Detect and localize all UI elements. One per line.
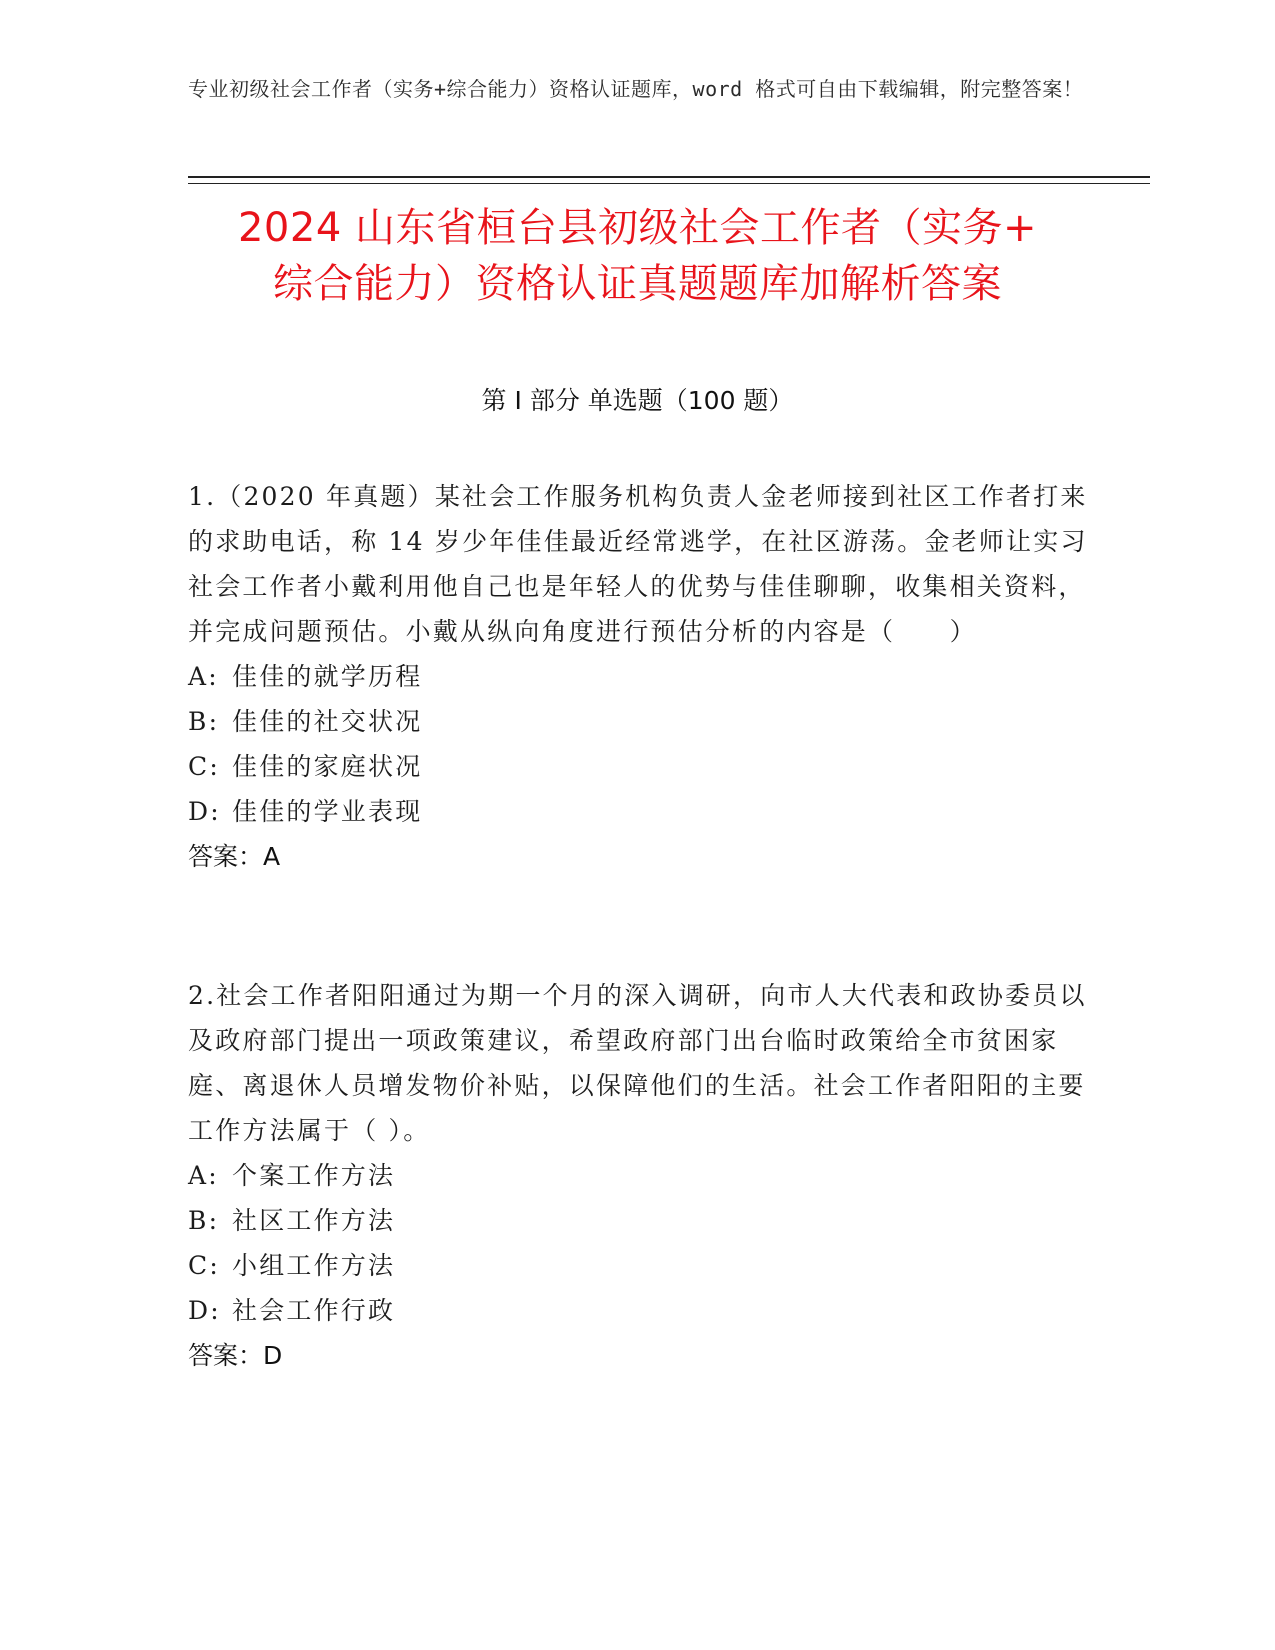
answer-line: 答案：A	[188, 842, 281, 871]
question-stem: 2.社会工作者阳阳通过为期一个月的深入调研，向市人大代表和政协委员以及政府部门提出一项政策建议，希望政府部门出台临时政策给全市贫困家庭、离退休人员增发物价补贴，以保障他们的生活。社会工作者阳阳的主要工作方法属于（ ）。	[188, 981, 1087, 1145]
question-1	[188, 474, 1088, 879]
document-title-line-1: 2024 山东省桓台县初级社会工作者（实务+	[237, 205, 1038, 251]
question-2	[188, 973, 1088, 1378]
option-text: 社区工作方法	[232, 1206, 396, 1235]
option-letter: C:	[188, 752, 220, 781]
header-divider-thin	[188, 183, 1150, 184]
option-letter: D:	[188, 1296, 221, 1325]
option-d	[188, 789, 1088, 834]
option-text: 佳佳的学业表现	[232, 797, 423, 826]
answer-line: 答案：D	[188, 1341, 283, 1370]
header-divider-thick	[188, 176, 1150, 178]
option-letter: B:	[188, 707, 220, 736]
option-c	[188, 744, 1088, 789]
document-title-line-2: 综合能力）资格认证真题题库加解析答案	[273, 261, 1002, 307]
option-letter: B:	[188, 1206, 220, 1235]
option-text: 个案工作方法	[232, 1161, 396, 1190]
option-text: 社会工作行政	[232, 1296, 396, 1325]
option-b	[188, 1198, 1088, 1243]
option-letter: D:	[188, 797, 221, 826]
question-stem: 1.（2020 年真题）某社会工作服务机构负责人金老师接到社区工作者打来的求助电话，称 14 岁少年佳佳最近经常逃学，在社区游荡。金老师让实习社会工作者小戴利用他自己也是年轻人的优势与佳佳聊聊，收集相关资料，并完成问题预估。小戴从纵向角度进行预估分析的内容是（ ）	[188, 482, 1088, 646]
option-a	[188, 654, 1088, 699]
option-b	[188, 699, 1088, 744]
option-text: 佳佳的就学历程	[232, 662, 423, 691]
option-text: 小组工作方法	[232, 1251, 396, 1280]
document-title	[150, 200, 1125, 312]
option-d	[188, 1288, 1088, 1333]
option-letter: A:	[188, 662, 219, 691]
option-c	[188, 1243, 1088, 1288]
option-a	[188, 1153, 1088, 1198]
section-heading: 第 I 部分 单选题（100 题）	[481, 386, 794, 415]
option-text: 佳佳的社交状况	[232, 707, 423, 736]
header-note: 专业初级社会工作者（实务+综合能力）资格认证题库，word 格式可自由下载编辑，附完整答案！	[188, 77, 1084, 101]
option-text: 佳佳的家庭状况	[232, 752, 423, 781]
option-letter: A:	[188, 1161, 219, 1190]
option-letter: C:	[188, 1251, 220, 1280]
